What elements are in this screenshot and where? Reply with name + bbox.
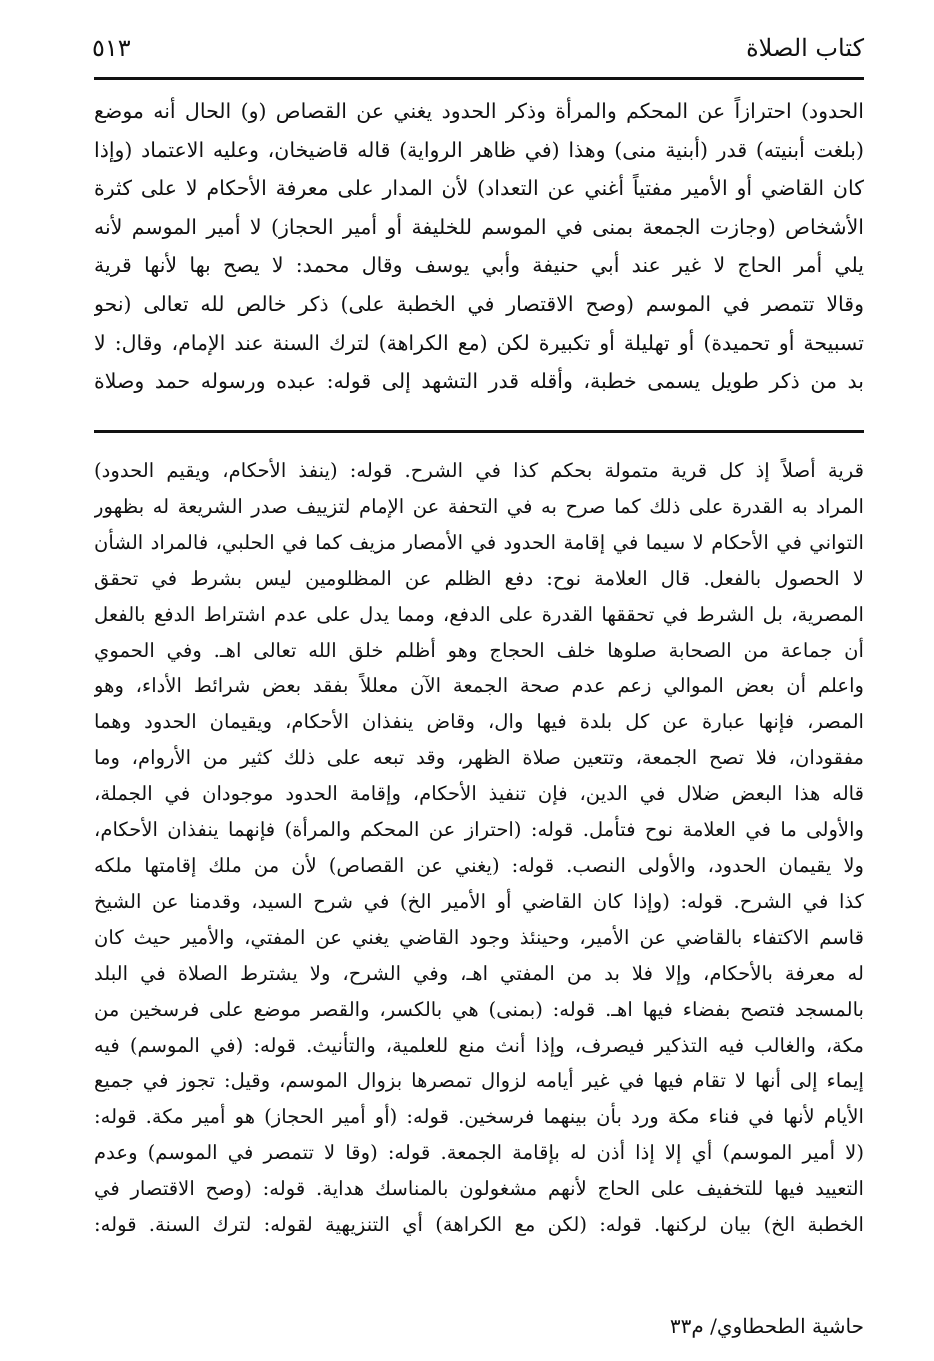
note-line: المصر، فإنها عبارة عن كل بلدة فيها وال، وقاض ينفذان الأحكام، ويقيمان الحدود وهما	[94, 710, 864, 734]
page-header	[92, 28, 864, 68]
note-line: قرية أصلاً إذ كل قرية متمولة بحكم كذا في الشرح. قوله: (ينفذ الأحكام، ويقيم الحدود)	[94, 459, 864, 482]
note-line: (لا أمير الموسم) أي إلا إذا أذن له بإقامة الجمعة. قوله: (وقا لا تتمصر في الموسم) وعدم	[94, 1141, 864, 1165]
main-line: تسبيحة أو تحميدة) أو تهليلة أو تكبيرة لكن (مع الكراهة) لترك السنة عند الإمام، وقال: لا	[94, 330, 864, 355]
note-line: مكة، والغالب فيه التذكير فيصرف، وإذا أنث منع للعلمية، والتأنيث. قوله: (في الموسم) فيه	[94, 1033, 864, 1057]
note-line: قاله هذا البعض ضلال في الدين، فإن تنفيذ الأحكام، وإقامة الحدود موجودان في الجملة،	[94, 782, 864, 806]
book-title: كتاب الصلاة	[746, 34, 864, 62]
note-line: التواني في الأحكام لا سيما في إقامة الحدود في الأمصار مزيف كما في الحلبي، فالمراد الشأن	[94, 530, 864, 554]
header-divider	[94, 77, 864, 80]
note-line: له معرفة بالأحكام، وإلا فلا بد من المفتي اهـ، وفي الشرح، ولا يشترط الصلاة في البلد	[94, 961, 864, 985]
note-line: كذا في الشرح. قوله: (وإذا كان القاضي أو الأمير الخ) في شرح السيد، وقدمنا عن الشيخ	[94, 889, 864, 913]
note-line: المصرية، بل الشرط في تحققها القدرة على الدفع، ومما يدل على عدم اشتراط الدفع بالفعل	[94, 602, 864, 626]
footnote-text-block	[94, 453, 864, 1243]
signature-mark: حاشية الطحطاوي/ م٣٣	[669, 1314, 864, 1338]
note-line: الأيام لأنها في فناء مكة ورد بأن بينهما فرسخين. قوله: (أو أمير الحجاز) هو أمير مكة. قوله:	[94, 1105, 864, 1129]
main-line: الأشخاص (وجازت الجمعة بمنى في الموسم للخليفة أو أمير الحجاز) لا أمير الموسم لأنه	[94, 214, 864, 239]
footnote-divider	[94, 430, 864, 433]
main-text-block	[94, 92, 864, 401]
page-number: ٥١٣	[92, 34, 131, 62]
main-line: وقالا تتمصر في الموسم (وصح الاقتصار في الخطبة على) ذكر خالص لله تعالى (نحو	[94, 291, 864, 316]
note-line: بالمسجد فتصح بفضاء فيها اهـ. قوله: (بمنى) هي بالكسر، والقصر موضع على فرسخين من	[94, 997, 864, 1021]
note-line: والأولى ما في العلامة نوح فتأمل. قوله: (احتراز عن المحكم والمرأة) فإنهما ينفذان الأحكام،	[94, 818, 864, 842]
main-line: الحدود) احترازاً عن المحكم والمرأة وذكر الحدود يغني عن القصاص (و) الحال أنه موضع	[94, 99, 864, 123]
note-line: التعييد فيها للتخفيف على الحاج لأنهم مشغولون بالمناسك هداية. قوله: (وصح الاقتصار في	[94, 1177, 864, 1201]
note-line: ولا يقيمان الحدود، والأولى النصب. قوله: (يغني عن القصاص) لأن من ملك إقامتها ملكه	[94, 853, 864, 877]
note-line: لا الحصول بالفعل. قال العلامة نوح: دفع الظلم عن المظلومين ليس بشرط في تحقق	[94, 566, 864, 590]
note-line: أن جماعة من الصحابة صلوها خلف الحجاج وهو أظلم خلق الله تعالى اهـ. وفي الحموي	[94, 638, 864, 662]
main-line: (بلغت أبنيته) قدر (أبنية منى) وهذا (في ظاهر الرواية) قاله قاضيخان، وعليه الاعتماد (وإذا	[94, 137, 864, 162]
main-line: كان القاضي أو الأمير مفتياً أغني عن التعداد) لأن المدار على معرفة الأحكام لا على كثرة	[94, 176, 864, 201]
main-line: بد من ذكر طويل يسمى خطبة، وأقله قدر التشهد إلى قوله: عبده ورسوله حمد وصلاة	[94, 369, 864, 394]
note-line: الخطبة الخ) بيان لركنها. قوله: (لكن مع الكراهة) أي التنزيهية لقوله: لترك السنة. قوله:	[94, 1213, 864, 1237]
note-line: قاسم الاكتفاء بالقاضي عن الأمير، وحينئذ وجود القاضي يغني عن المفتي، والأمير حيث كان	[94, 925, 864, 949]
note-line: إيماء إلى أنها لا تقام فيها في غير أيامه لزوال تمصرها بزوال الموسم، وقيل: تجوز في جميع	[94, 1069, 864, 1093]
main-line: يلي أمر الحاج لا غير عند أبي حنيفة وأبي يوسف وقال محمد: لا يصح بها لأنها قرية	[94, 253, 864, 278]
note-line: المراد به القدرة على ذلك كما صرح به في التحفة عن الإمام لتزييف صدر الشريعة له بظهور	[94, 494, 864, 518]
note-line: واعلم أن بعض الموالي زعم عدم صحة الجمعة الآن معللاً بفقد بعض شرائط الأداء، وهو	[94, 674, 864, 698]
note-line: مفقودان، فلا تصح الجمعة، وتتعين صلاة الظهر، وقد تبعه على ذلك كثير من الأروام، وما	[94, 746, 864, 770]
